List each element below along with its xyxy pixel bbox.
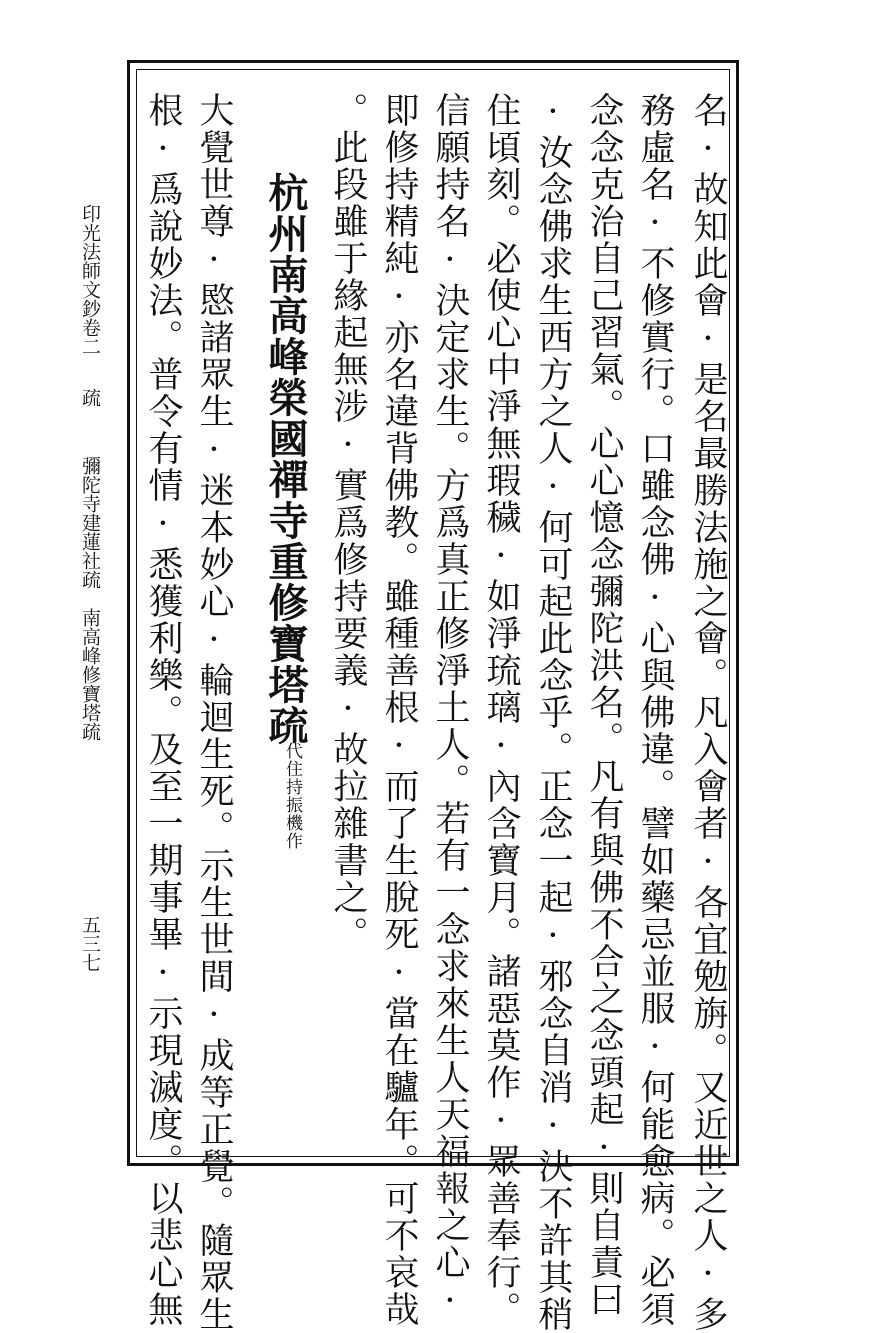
text-column-8: 。此段雖于緣起無涉·實爲修持要義·故拉雜書之。 bbox=[328, 92, 368, 953]
text-column-1: 名·故知此會·是名最勝法施之會。凡入會者·各宜勉旃。又近世之人·多 bbox=[688, 92, 728, 1333]
text-column-3: 念念克治自己習氣。心心憶念彌陀洪名。凡有與佛不合之念頭起·則自責曰 bbox=[584, 92, 624, 1318]
page-number: 五三七 bbox=[79, 915, 101, 972]
running-header-titles: 彌陀寺建蓮社疏 南高峰修寶塔疏 bbox=[79, 456, 101, 741]
text-column-9: 大覺世尊·愍諸眾生·迷本妙心·輪迴生死。示生世間·成等正覺。隨眾生 bbox=[194, 92, 234, 1333]
running-header-section: 疏 bbox=[79, 388, 101, 407]
text-column-5: 住頃刻。必使心中淨無瑕穢·如淨琉璃·內含寶月。諸惡莫作·眾善奉行。 bbox=[481, 92, 521, 1328]
section-title: 杭州南高峰榮國禪寺重修寶塔疏 bbox=[262, 172, 309, 746]
text-column-7: 即修持精純·亦名違背佛教。雖種善根·而了生脫死·當在驢年。可不哀哉 bbox=[379, 92, 419, 1328]
text-column-4: ·汝念佛求生西方之人·何可起此念乎。正念一起·邪念自消·決不許其稍 bbox=[533, 92, 573, 1333]
running-header-book-title: 印光法師文鈔卷二 bbox=[79, 204, 101, 356]
text-column-6: 信願持名·決定求生。方爲真正修淨土人。若有一念求來生人天福報之心· bbox=[430, 92, 470, 1323]
text-column-2: 務虛名·不修實行。口雖念佛·心與佛違。譬如藥忌並服·何能愈病。必須 bbox=[635, 92, 675, 1328]
title-attribution: 代住持振機作 bbox=[282, 742, 302, 850]
text-column-10: 根·爲說妙法。普令有情·悉獲利樂。及至一期事畢·示現滅度。以悲心無 bbox=[143, 92, 183, 1328]
